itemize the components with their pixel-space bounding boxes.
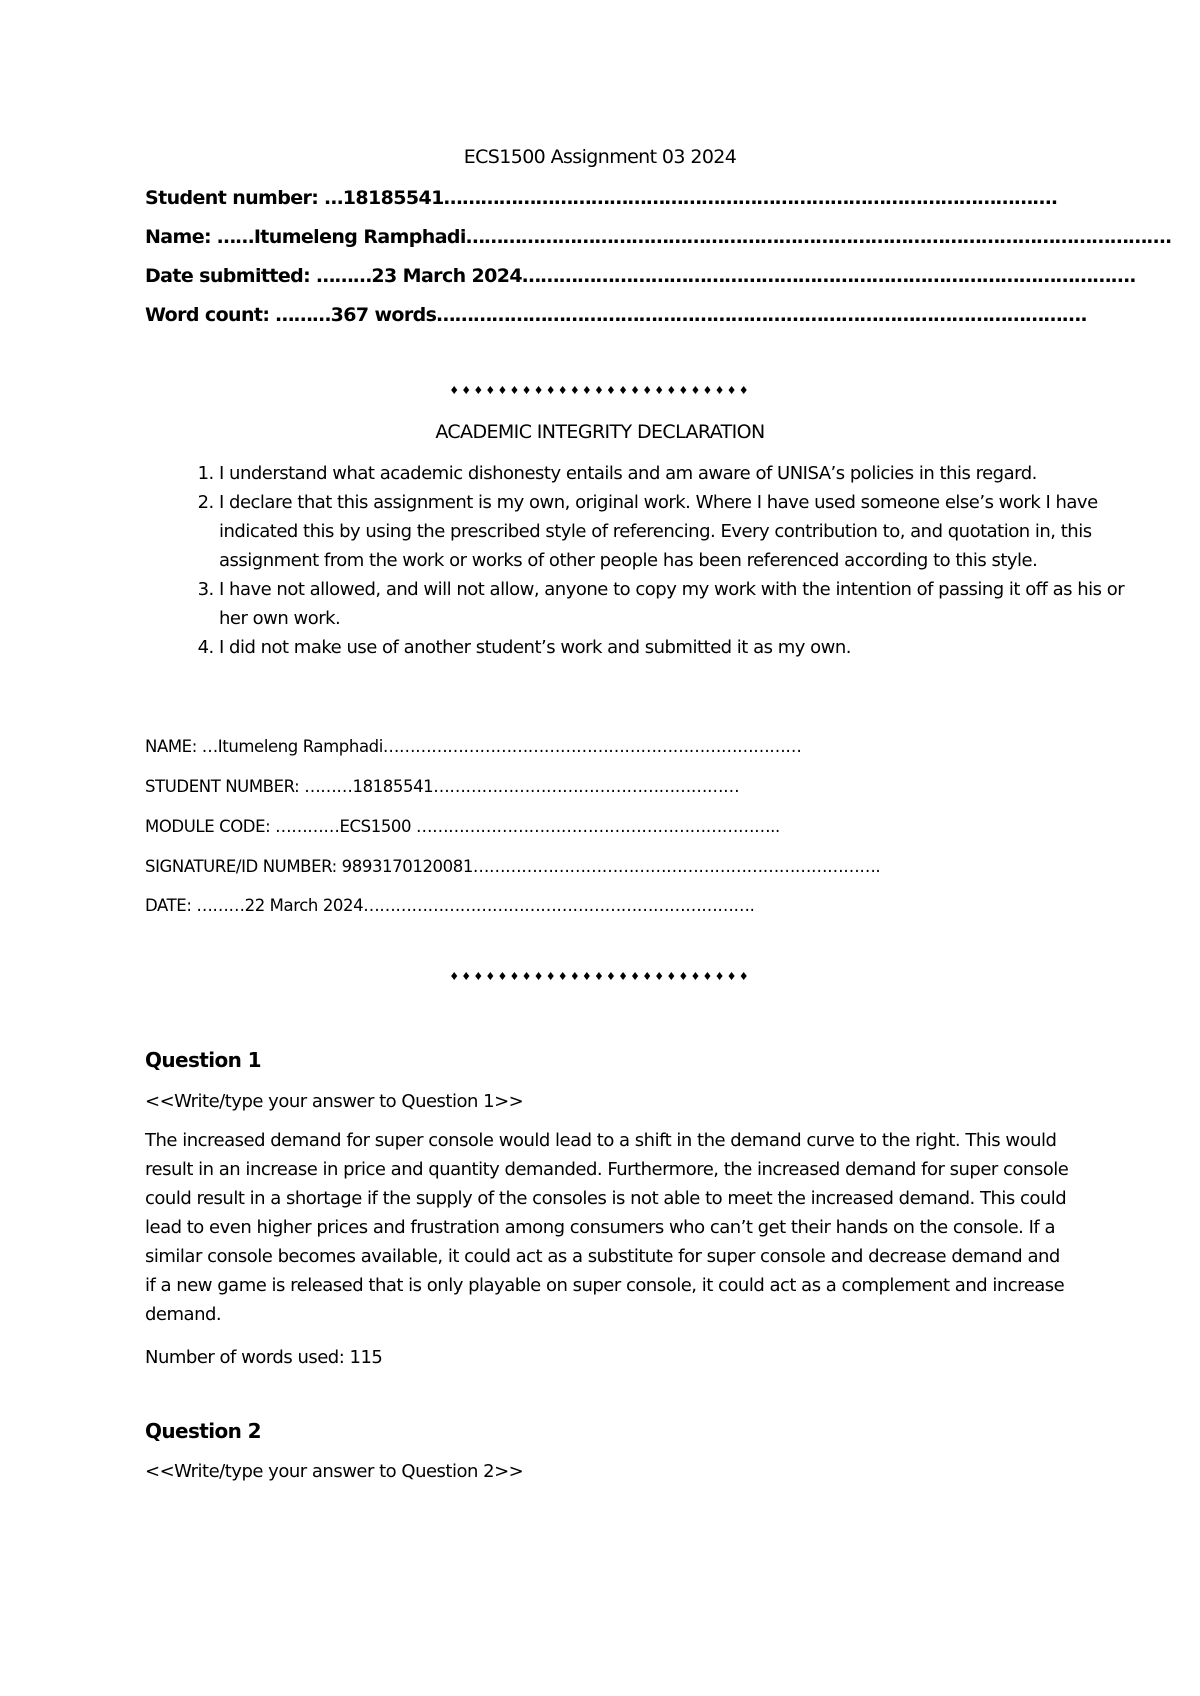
declaration-list [145,459,1139,662]
declaration-name: NAME: …Itumeleng Ramphadi…………………………………………………………………… [145,737,802,756]
question-1-word-count: Number of words used: 115 [145,1347,383,1368]
word-count-line: Word count: ………367 words……………………………………………………………………………………………. [145,304,1087,326]
date-submitted-line: Date submitted: ………23 March 2024………………………………………………………………………………………. [145,265,1136,287]
assignment-title: ECS1500 Assignment 03 2024 [463,146,737,168]
student-number-line: Student number: …18185541………………………………………………………………………………………. [145,187,1058,209]
diamond-separator: ♦♦♦♦♦♦♦♦♦♦♦♦♦♦♦♦♦♦♦♦♦♦♦♦♦ [449,970,751,983]
question-1-prompt: <<Write/type your answer to Question 1>> [145,1091,524,1112]
question-1-heading: Question 1 [145,1048,261,1072]
declaration-item: 4. I did not make use of another student’s work and submitted it as my own. [219,633,1139,662]
name-line: Name: ……Itumeleng Ramphadi……………………………………………………………………………………………………. [145,226,1172,248]
declaration-student-number: STUDENT NUMBER: ………18185541………………………………………………… [145,777,740,796]
declaration-item: 3. I have not allowed, and will not allow, anyone to copy my work with the intention of passing it off as his or her own work. [219,575,1139,633]
question-2-prompt: <<Write/type your answer to Question 2>> [145,1461,524,1482]
question-1-answer: The increased demand for super console would lead to a shift in the demand curve to the right. This would result in an increase in price and quantity demanded. Furthermore, the increased demand for super console could result in a shortage if the supply of the consoles is not able to meet the increased demand. This could lead to even higher prices and frustration among consumers who can’t get their hands on the console. If a similar console becomes available, it could act as a substitute for super console and decrease demand and if a new game is released that is only playable on super console, it could act as a complement and increase demand. [145,1130,1069,1325]
declaration-signature: SIGNATURE/ID NUMBER: 9893170120081…………………………………………………………………. [145,857,881,876]
declaration-module-code: MODULE CODE: …………ECS1500 ………………………………………………………….. [145,817,780,836]
diamond-separator: ♦♦♦♦♦♦♦♦♦♦♦♦♦♦♦♦♦♦♦♦♦♦♦♦♦ [449,384,751,397]
question-2-heading: Question 2 [145,1419,261,1443]
declaration-date: DATE: ………22 March 2024………………………………………………………………. [145,896,755,915]
declaration-item: 1. I understand what academic dishonesty entails and am aware of UNISA’s policies in this regard. [219,459,1139,488]
declaration-item: 2. I declare that this assignment is my own, original work. Where I have used someone else’s work I have indicated this by using the prescribed style of referencing. Every contribution to, and quotation in, this assignment from the work or works of other people has been referenced according to this style. [219,488,1139,575]
declaration-title: ACADEMIC INTEGRITY DECLARATION [435,421,765,443]
